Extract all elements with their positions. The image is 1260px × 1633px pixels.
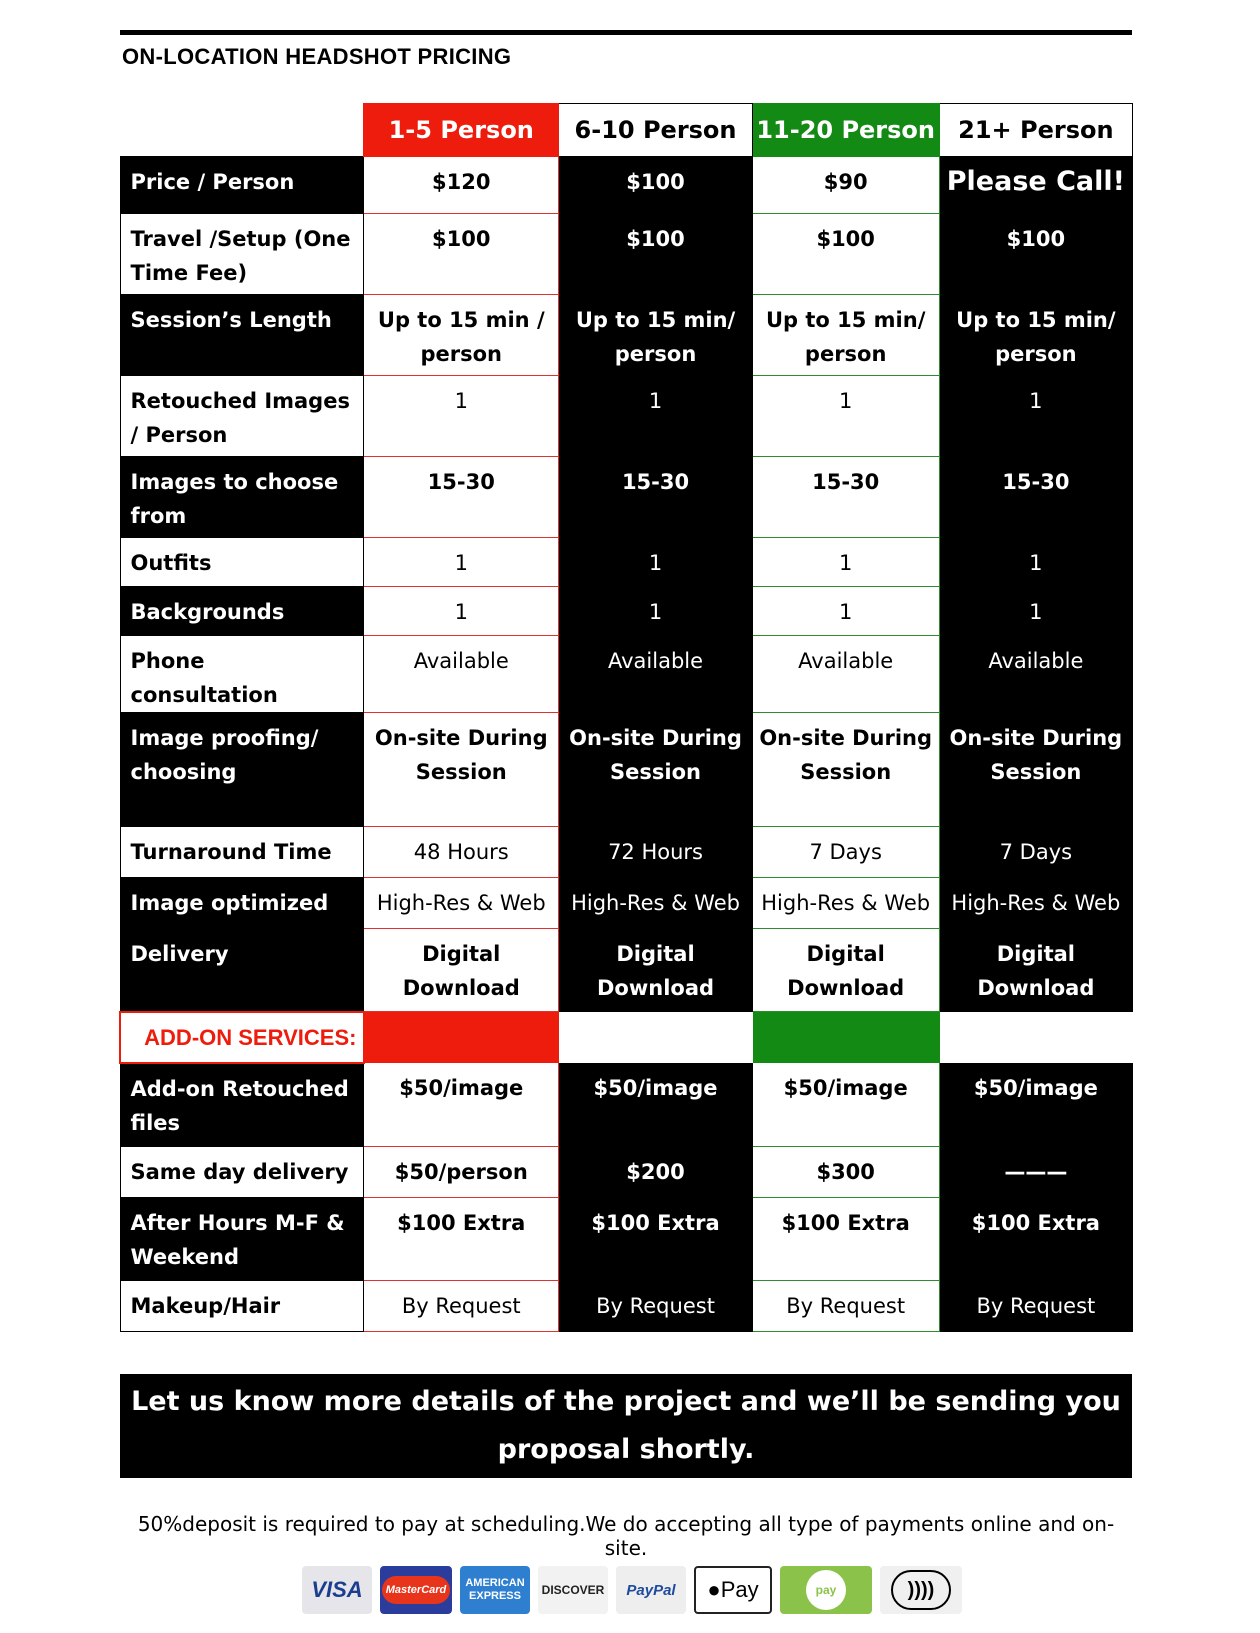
table-cell: $90 <box>752 157 939 214</box>
row-label: Turnaround Time <box>120 827 364 878</box>
paypal-logo: PayPal <box>616 1566 686 1614</box>
table-row <box>120 538 1133 587</box>
table-row <box>120 1198 1133 1281</box>
column-header-6-10: 6-10 Person <box>559 104 752 157</box>
table-cell: $300 <box>752 1147 939 1198</box>
table-cell: High-Res & Web <box>752 878 939 929</box>
table-cell: Digital Download <box>559 929 752 1012</box>
row-label: Image proofing/ choosing <box>120 713 364 827</box>
table-cell: Up to 15 min/ person <box>559 295 752 376</box>
table-cell: ——— <box>939 1147 1132 1198</box>
table-cell: $50/person <box>364 1147 559 1198</box>
android-pay-logo <box>780 1566 872 1614</box>
column-header-11-20: 11-20 Person <box>752 104 939 157</box>
table-cell: 1 <box>559 538 752 587</box>
row-label: Makeup/Hair <box>120 1281 364 1332</box>
table-row <box>120 157 1133 214</box>
row-label: Session’s Length <box>120 295 364 376</box>
row-label: After Hours M-F & Weekend <box>120 1198 364 1281</box>
row-label: Price / Person <box>120 157 364 214</box>
table-cell: On-site During Session <box>752 713 939 827</box>
row-label: Backgrounds <box>120 587 364 636</box>
contactless-icon <box>880 1566 962 1614</box>
amex-logo: AMERICAN EXPRESS <box>460 1566 530 1614</box>
table-cell: $100 Extra <box>752 1198 939 1281</box>
table-cell: By Request <box>939 1281 1132 1332</box>
mastercard-logo <box>380 1566 452 1614</box>
table-cell: 1 <box>752 376 939 457</box>
discover-logo: DISCOVER <box>538 1566 608 1614</box>
addon-band-white <box>559 1012 752 1063</box>
table-cell: 1 <box>364 376 559 457</box>
table-cell: High-Res & Web <box>364 878 559 929</box>
table-cell: $100 Extra <box>559 1198 752 1281</box>
table-cell: $100 Extra <box>364 1198 559 1281</box>
table-cell: Up to 15 min/ person <box>752 295 939 376</box>
deposit-note: 50%deposit is required to pay at scheduling.We do accepting all type of payments online and on-site. <box>137 1512 1115 1560</box>
table-cell: Digital Download <box>364 929 559 1012</box>
contactless-label: )))) <box>891 1570 951 1610</box>
table-cell: 1 <box>559 376 752 457</box>
table-cell: Available <box>939 636 1132 713</box>
column-header-1-5: 1-5 Person <box>364 104 559 157</box>
table-cell: 1 <box>364 538 559 587</box>
table-cell: $50/image <box>752 1063 939 1147</box>
android-pay-label: pay <box>806 1570 846 1610</box>
row-label: Add-on Retouched files <box>120 1063 364 1147</box>
table-cell: $50/image <box>559 1063 752 1147</box>
table-cell: Available <box>752 636 939 713</box>
table-row <box>120 878 1133 929</box>
table-cell: $120 <box>364 157 559 214</box>
header-blank <box>120 104 364 157</box>
table-cell: High-Res & Web <box>939 878 1132 929</box>
table-cell: $50/image <box>939 1063 1132 1147</box>
proposal-banner: Let us know more details of the project and we’ll be sending you proposal shortly. <box>120 1374 1132 1478</box>
apple-pay-label: Pay <box>720 1577 759 1602</box>
table-cell: $100 <box>752 214 939 295</box>
row-label: Images to choose from <box>120 457 364 538</box>
table-cell: 15-30 <box>939 457 1132 538</box>
table-cell: High-Res & Web <box>559 878 752 929</box>
row-label: Image optimized <box>120 878 364 929</box>
table-cell: $100 <box>559 214 752 295</box>
table-cell: 1 <box>939 587 1132 636</box>
table-cell: 7 Days <box>752 827 939 878</box>
table-cell: Up to 15 min / person <box>364 295 559 376</box>
table-row <box>120 376 1133 457</box>
table-cell: On-site During Session <box>559 713 752 827</box>
table-cell: 15-30 <box>364 457 559 538</box>
table-cell: 15-30 <box>752 457 939 538</box>
table-row <box>120 929 1133 1012</box>
column-header-21-plus: 21+ Person <box>939 104 1132 157</box>
table-cell: On-site During Session <box>364 713 559 827</box>
payment-methods <box>302 1566 962 1616</box>
table-cell: On-site During Session <box>939 713 1132 827</box>
top-rule <box>120 30 1132 35</box>
table-cell: $100 <box>559 157 752 214</box>
table-cell: 1 <box>559 587 752 636</box>
table-row <box>120 636 1133 713</box>
table-row <box>120 713 1133 827</box>
table-row <box>120 1147 1133 1198</box>
row-label: Phone consultation <box>120 636 364 713</box>
mastercard-label: MasterCard <box>382 1576 451 1604</box>
table-row <box>120 457 1133 538</box>
addon-band-red <box>364 1012 559 1063</box>
table-cell: Available <box>364 636 559 713</box>
table-cell: 1 <box>939 538 1132 587</box>
page-title: ON-LOCATION HEADSHOT PRICING <box>122 44 512 69</box>
visa-logo: VISA <box>302 1566 372 1614</box>
table-row <box>120 214 1133 295</box>
table-cell: 7 Days <box>939 827 1132 878</box>
row-label: Same day delivery <box>120 1147 364 1198</box>
table-row <box>120 827 1133 878</box>
table-cell: By Request <box>559 1281 752 1332</box>
row-label: Retouched Images / Person <box>120 376 364 457</box>
addon-services-title: ADD-ON SERVICES: <box>120 1012 364 1063</box>
addon-header-row <box>120 1012 1133 1063</box>
table-cell: $100 <box>364 214 559 295</box>
table-cell: 1 <box>752 587 939 636</box>
table-cell: By Request <box>752 1281 939 1332</box>
row-label: Outfits <box>120 538 364 587</box>
table-cell: $50/image <box>364 1063 559 1147</box>
addon-band-white <box>939 1012 1132 1063</box>
table-cell: $100 <box>939 214 1132 295</box>
table-cell: By Request <box>364 1281 559 1332</box>
table-cell: 1 <box>364 587 559 636</box>
addon-band-green <box>752 1012 939 1063</box>
row-label: Travel /Setup (One Time Fee) <box>120 214 364 295</box>
table-cell: Please Call! <box>939 157 1132 214</box>
apple-icon: ● <box>707 1577 721 1602</box>
table-cell: 72 Hours <box>559 827 752 878</box>
table-row <box>120 295 1133 376</box>
table-cell: Digital Download <box>939 929 1132 1012</box>
table-cell: $200 <box>559 1147 752 1198</box>
table-cell: Up to 15 min/ person <box>939 295 1132 376</box>
table-cell: 1 <box>752 538 939 587</box>
table-cell: 15-30 <box>559 457 752 538</box>
pricing-table <box>119 103 1133 1332</box>
table-row <box>120 1063 1133 1147</box>
header-row <box>120 104 1133 157</box>
row-label: Delivery <box>120 929 364 1012</box>
table-cell: 48 Hours <box>364 827 559 878</box>
table-cell: Available <box>559 636 752 713</box>
table-cell: Digital Download <box>752 929 939 1012</box>
table-row <box>120 1281 1133 1332</box>
table-row <box>120 587 1133 636</box>
table-cell: 1 <box>939 376 1132 457</box>
table-cell: $100 Extra <box>939 1198 1132 1281</box>
apple-pay-logo <box>694 1566 772 1614</box>
